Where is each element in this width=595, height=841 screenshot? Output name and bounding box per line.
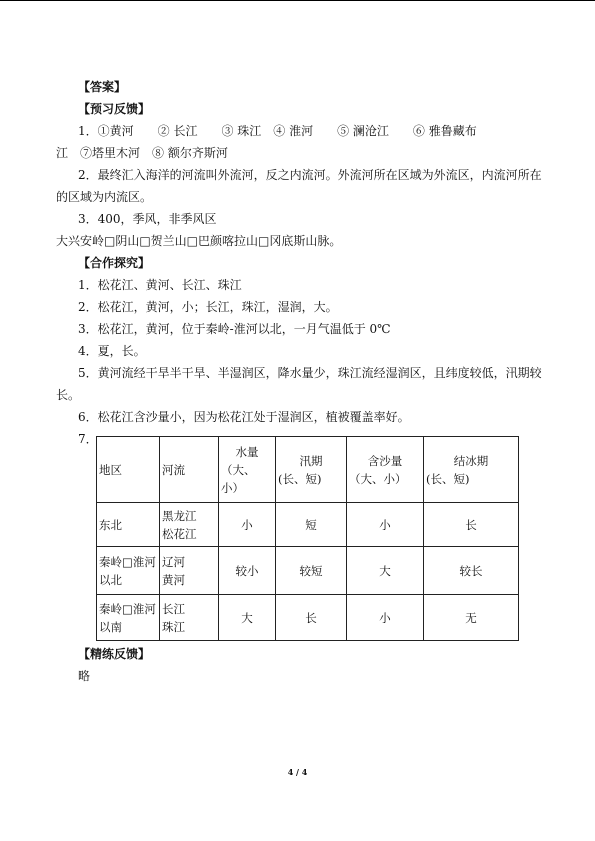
cell-river: 黑龙江 松花江	[160, 503, 219, 547]
preview-heading: 【预习反馈】	[78, 102, 151, 116]
practice-text: 略	[78, 669, 91, 683]
answer-heading: 【答案】	[78, 80, 127, 94]
header-flood: 汛期 (长、短)	[276, 437, 347, 503]
cell-river: 辽河 黄河	[160, 547, 219, 595]
cell-sand: 小	[347, 503, 424, 547]
coop-item-2: 2．松花江，黄河，小；长江，珠江，湿润，大。	[78, 300, 338, 314]
coop-item-3: 3．松花江，黄河，位于秦岭-淮河以北，一月气温低于 0℃	[78, 322, 391, 336]
header-river: 河流	[160, 437, 219, 503]
cell-water: 小	[219, 503, 276, 547]
header-region: 地区	[97, 437, 160, 503]
header-water: 水量 （大、 小）	[219, 437, 276, 503]
cell-river: 长江 珠江	[160, 595, 219, 641]
cell-water: 较小	[219, 547, 276, 595]
table-row	[97, 595, 519, 641]
coop-item-6: 6．松花江含沙量小，因为松花江处于湿润区，植被覆盖率好。	[78, 410, 410, 424]
coop-heading: 【合作探究】	[78, 256, 151, 270]
cell-flood: 短	[276, 503, 347, 547]
cell-sand: 大	[347, 547, 424, 595]
practice-heading: 【精练反馈】	[78, 647, 151, 661]
coop-item-5: 5．黄河流经干旱半干旱、半湿润区，降水量少，珠江流经湿润区，且纬度较低，汛期较长。	[56, 366, 542, 402]
document-body	[56, 76, 544, 687]
table-row	[97, 503, 519, 547]
cell-region: 秦岭□淮河 以北	[97, 547, 160, 595]
preview-item-3: 3．400，季风，非季风区	[78, 212, 217, 226]
cell-ice: 较长	[424, 547, 519, 595]
cell-region: 秦岭□淮河 以南	[97, 595, 160, 641]
coop-item-1: 1．松花江、黄河、长江、珠江	[78, 278, 242, 292]
header-ice: 结冰期 (长、短)	[424, 437, 519, 503]
cell-region: 东北	[97, 503, 160, 547]
coop-item-7: 7．	[78, 432, 98, 446]
preview-item-2: 2．最终汇入海洋的河流叫外流河，反之内流河。外流河所在区域为外流区，内流河所在的区域为内流区。	[56, 168, 542, 204]
cell-flood: 长	[276, 595, 347, 641]
river-comparison-table	[96, 436, 519, 641]
top-rule	[0, 0, 595, 1]
coop-item-4: 4．夏，长。	[78, 344, 146, 358]
header-sand: 含沙量 （大、小）	[347, 437, 424, 503]
table-row	[97, 547, 519, 595]
page-number: 4 / 4	[287, 767, 308, 777]
preview-item-1-line2: 江 ⑦塔里木河 ⑧ 额尔齐斯河	[56, 146, 228, 160]
cell-sand: 小	[347, 595, 424, 641]
cell-water: 大	[219, 595, 276, 641]
cell-ice: 长	[424, 503, 519, 547]
cell-flood: 较短	[276, 547, 347, 595]
cell-ice: 无	[424, 595, 519, 641]
preview-item-3-mountains: 大兴安岭□阴山□贺兰山□巴颜喀拉山□冈底斯山脉。	[56, 234, 342, 248]
preview-item-1-line1: 1．①黄河 ② 长江 ③ 珠江 ④ 淮河 ⑤ 澜沧江 ⑥ 雅鲁藏布	[78, 124, 477, 138]
table-header-row	[97, 437, 519, 503]
